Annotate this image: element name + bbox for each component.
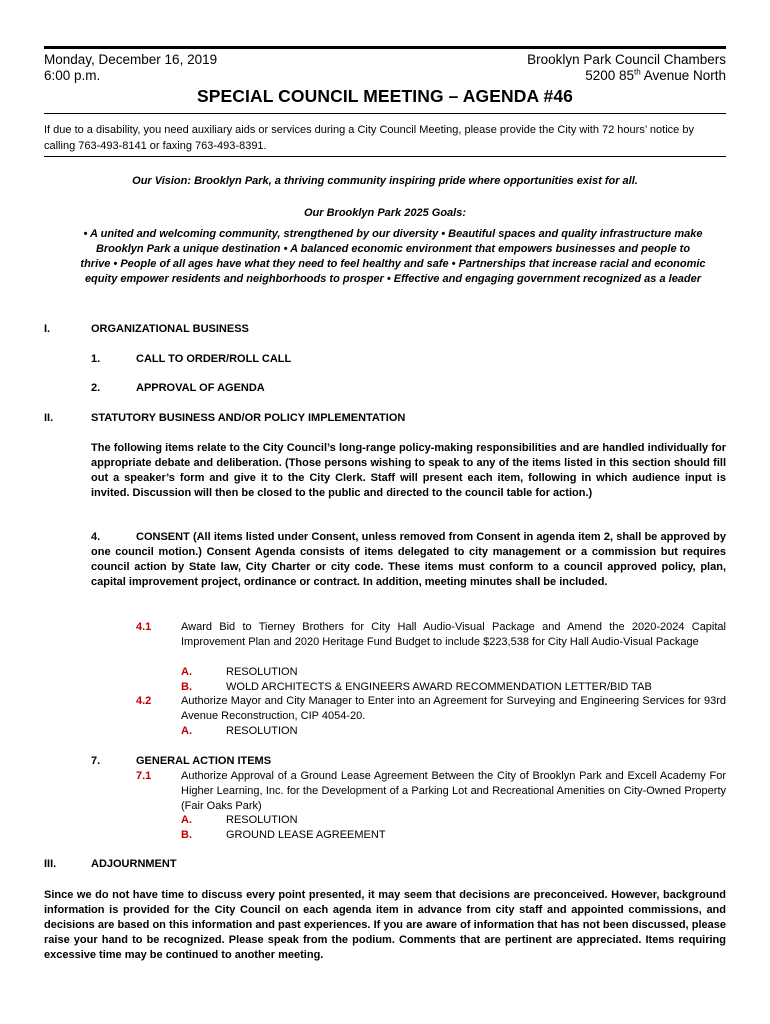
title-rule	[44, 113, 726, 114]
item-number: 4.2	[136, 695, 152, 707]
notice-rule	[44, 156, 726, 157]
attachment-resolution: RESOLUTION	[226, 814, 298, 826]
goals-text: • A united and welcoming community, strengthened by our diversity • Beautiful spaces and quality infrastructure make Brooklyn Park a unique destination • A balanced economic environment that empowers businesses and people to thrive • People of all ages have what they need to feel healthy and safe • Partnerships that increase racial and economic equity empower residents and neighborhoods to prosper • Effective and engaging government recognized as a leader	[80, 228, 706, 285]
section-numeral: II.	[44, 412, 54, 424]
attachment-bid-tab: WOLD ARCHITECTS & ENGINEERS AWARD RECOMMENDATION LETTER/BID TAB	[226, 681, 652, 693]
attachment-letter: A.	[181, 725, 192, 737]
item-roll-call: CALL TO ORDER/ROLL CALL	[136, 353, 292, 365]
top-rule	[44, 46, 726, 49]
section-title: STATUTORY BUSINESS AND/OR POLICY IMPLEMENTATION	[91, 412, 406, 424]
section-numeral: I.	[44, 323, 51, 335]
meeting-address: 5200 85th Avenue North	[585, 67, 726, 83]
attachment-letter: B.	[181, 829, 192, 841]
closing-statement: Since we do not have time to discuss every point presented, it may seem that decisions are preconceived. However, background information is provided for the City Council on each agenda item in advance from city staff and appointed commissions, and decisions are based on this information and past experiences. If you are aware of information that has not been discussed, please raise your hand to be recognized. Please speak from the podium. Comments that are pertinent are appreciated. Items requiring excessive time may be continued to another meeting.	[44, 889, 726, 961]
consent-text: CONSENT (All items listed under Consent, unless removed from Consent in agenda item 2, shall be approved by one council motion.) Consent Agenda consists of items delegated to city management or a commission but requires council action by State law, City Charter or city code. These items must conform to a council approved policy, plan, capital improvement project, ordinance or contract. In addition, meeting minutes shall be included.	[91, 531, 726, 588]
attachment-resolution: RESOLUTION	[226, 725, 298, 737]
attachment-letter: A.	[181, 666, 192, 678]
general-action-title: GENERAL ACTION ITEMS	[136, 755, 272, 767]
consent-number: 4.	[91, 531, 101, 543]
section-title: ADJOURNMENT	[91, 858, 177, 870]
item-number: 7.1	[136, 770, 152, 782]
attachment-letter: A.	[181, 814, 192, 826]
section-numeral: III.	[44, 858, 57, 870]
consent-block	[91, 530, 726, 590]
item-number: 7.	[91, 755, 101, 767]
section-title: ORGANIZATIONAL BUSINESS	[91, 323, 249, 335]
page-title: SPECIAL COUNCIL MEETING – AGENDA #46	[196, 86, 574, 106]
item-7-1-text: Authorize Approval of a Ground Lease Agreement Between the City of Brooklyn Park and Excell Academy For Higher Learning, Inc. for the Development of a Parking Lot and Recreational Amenities on City-Owned Property (Fair Oaks Park)	[181, 770, 726, 812]
item-4-1-text: Award Bid to Tierney Brothers for City Hall Audio-Visual Package and Amend the 2020-2024 Capital Improvement Plan and 2020 Heritage Fund Budget to include $223,538 for City Hall Audio-Visual Package	[181, 621, 726, 648]
item-number: 2.	[91, 382, 101, 394]
goals-heading: Our Brooklyn Park 2025 Goals:	[303, 207, 466, 219]
item-4-2-text: Authorize Mayor and City Manager to Enter into an Agreement for Surveying and Engineering Services for 93rd Avenue Reconstruction, CIP 4054-20.	[181, 695, 726, 722]
meeting-time: 6:00 p.m.	[44, 68, 101, 83]
meeting-date: Monday, December 16, 2019	[44, 52, 218, 67]
section-intro: The following items relate to the City Council’s long-range policy-making responsibilities and are handled individually for appropriate debate and deliberation. (Those persons wishing to speak to any of the items listed in this section should fill out a speaker’s form and give it to the City Clerk. Staff will present each item, following in which audience input is invited. Discussion will then be closed to the public and directed to the council table for action.)	[91, 442, 726, 499]
attachment-letter: B.	[181, 681, 192, 693]
accessibility-notice: If due to a disability, you need auxiliary aids or services during a City Council Meeting, please provide the City with 72 hours’ notice by calling 763-493-8141 or faxing 763-493-8391.	[44, 124, 694, 152]
attachment-resolution: RESOLUTION	[226, 666, 298, 678]
attachment-ground-lease: GROUND LEASE AGREEMENT	[226, 829, 386, 841]
item-number: 4.1	[136, 621, 152, 633]
vision-statement: Our Vision: Brooklyn Park, a thriving community inspiring pride where opportunities exist for all.	[132, 175, 638, 187]
meeting-location: Brooklyn Park Council Chambers	[527, 52, 726, 67]
item-approval-agenda: APPROVAL OF AGENDA	[136, 382, 265, 394]
item-number: 1.	[91, 353, 101, 365]
